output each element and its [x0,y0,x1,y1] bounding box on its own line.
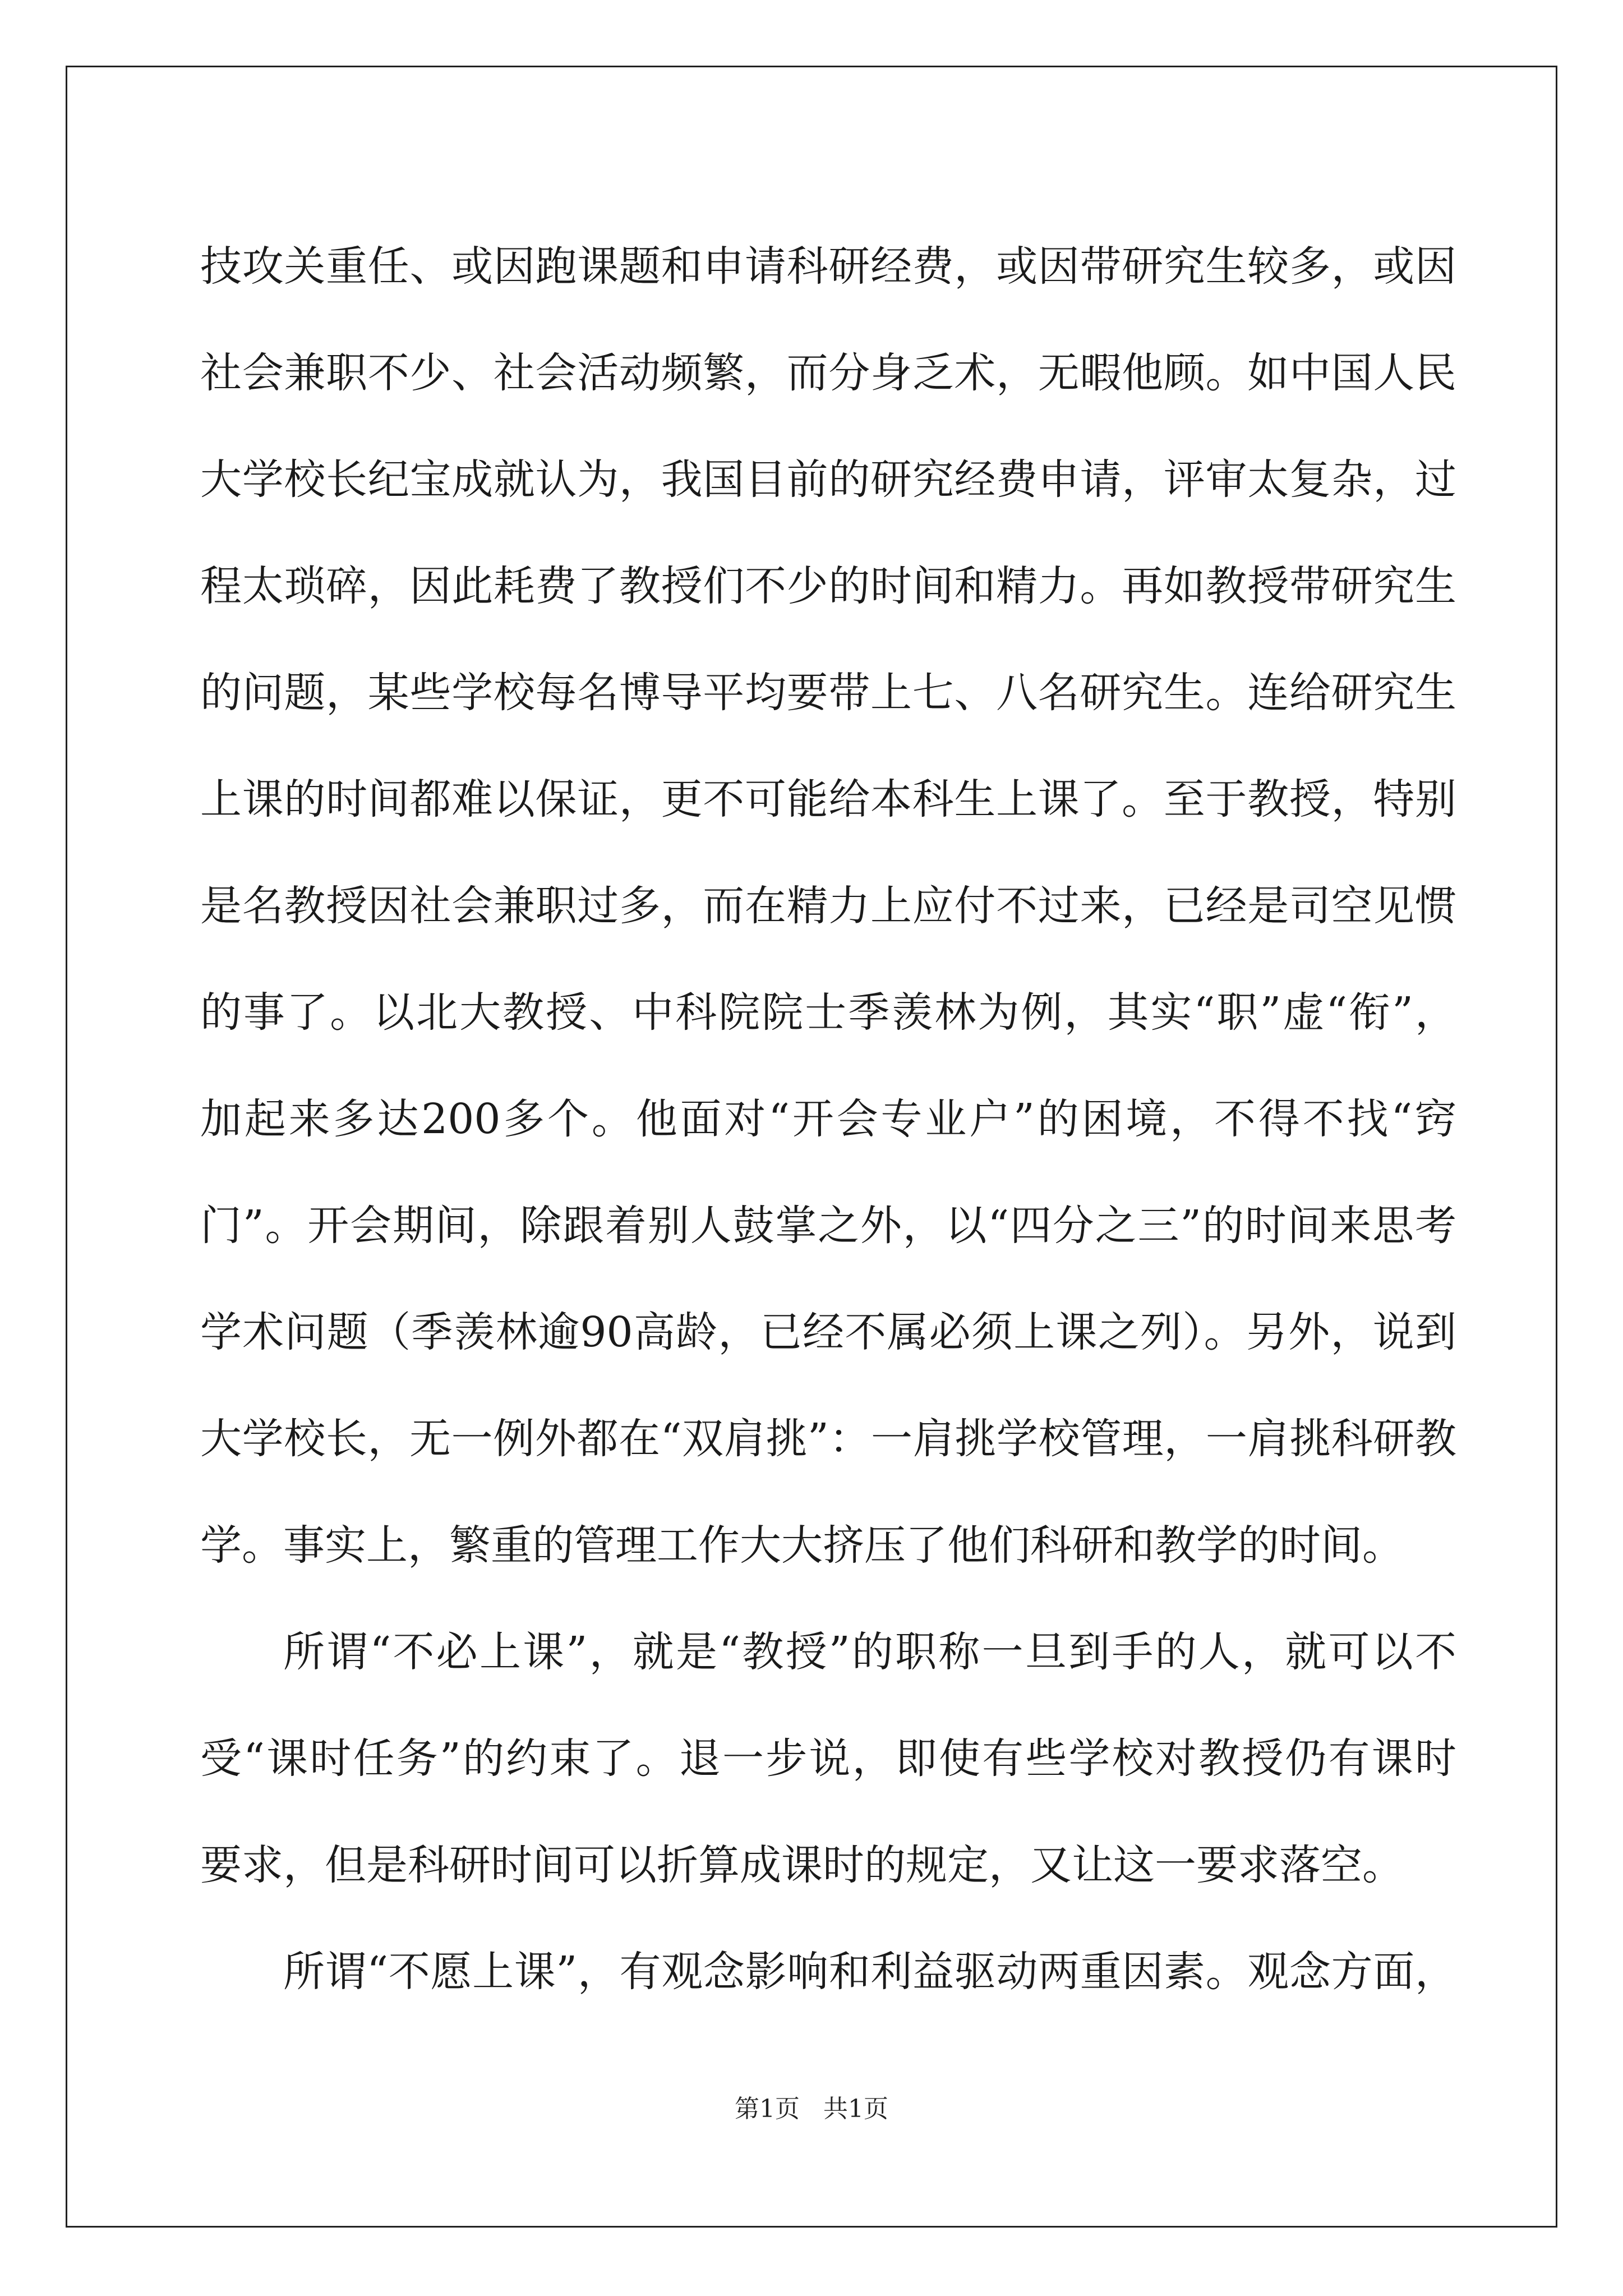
text-line: 程太琐碎，因此耗费了教授们不少的时间和精力。再如教授带研究生 [200,562,1456,610]
text-line: 学术问题（季羡林逾90高龄，已经不属必须上课之列）。另外，说到 [200,1308,1456,1356]
text-line: 学。事实上，繁重的管理工作大大挤压了他们科研和教学的时间。 [200,1521,1404,1570]
document-body [200,213,1456,2025]
text-line: 技攻关重任、或因跑课题和申请科研经费，或因带研究生较多，或因 [200,242,1456,291]
text-line: 要求，但是科研时间可以折算成课时的规定，又让这一要求落空。 [200,1841,1404,1889]
text-line: 的问题，某些学校每名博导平均要带上七、八名研究生。连给研究生 [200,669,1456,717]
text-line: 加起来多达200多个。他面对“开会专业户”的困境，不得不找“窍 [200,1095,1456,1143]
text-line: 是名教授因社会兼职过多，而在精力上应付不过来，已经是司空见惯 [200,882,1456,930]
paragraph-2 [200,1599,1456,1918]
text-line: 门”。开会期间，除跟着别人鼓掌之外，以“四分之三”的时间来思考 [200,1202,1456,1250]
paragraph-1 [200,213,1456,1599]
text-line: 上课的时间都难以保证，更不可能给本科生上课了。至于教授，特别 [200,775,1456,823]
text-line: 大学校长纪宝成就认为，我国目前的研究经费申请，评审太复杂，过 [200,455,1456,504]
text-line: 大学校长，无一例外都在“双肩挑”：一肩挑学校管理，一肩挑科研教 [200,1415,1456,1463]
page-footer: 第1页 共1页 [735,2095,888,2123]
paragraph-3 [200,1918,1456,2025]
text-line: 所谓“不必上课”，就是“教授”的职称一旦到手的人，就可以不 [283,1628,1456,1676]
text-line: 的事了。以北大教授、中科院院士季羡林为例，其实“职”虚“衔”， [200,988,1456,1037]
text-line: 所谓“不愿上课”，有观念影响和利益驱动两重因素。观念方面， [283,1948,1456,1996]
text-line: 社会兼职不少、社会活动频繁，而分身乏术，无暇他顾。如中国人民 [200,349,1456,397]
text-line: 受“课时任务”的约束了。退一步说，即使有些学校对教授仍有课时 [200,1734,1456,1783]
